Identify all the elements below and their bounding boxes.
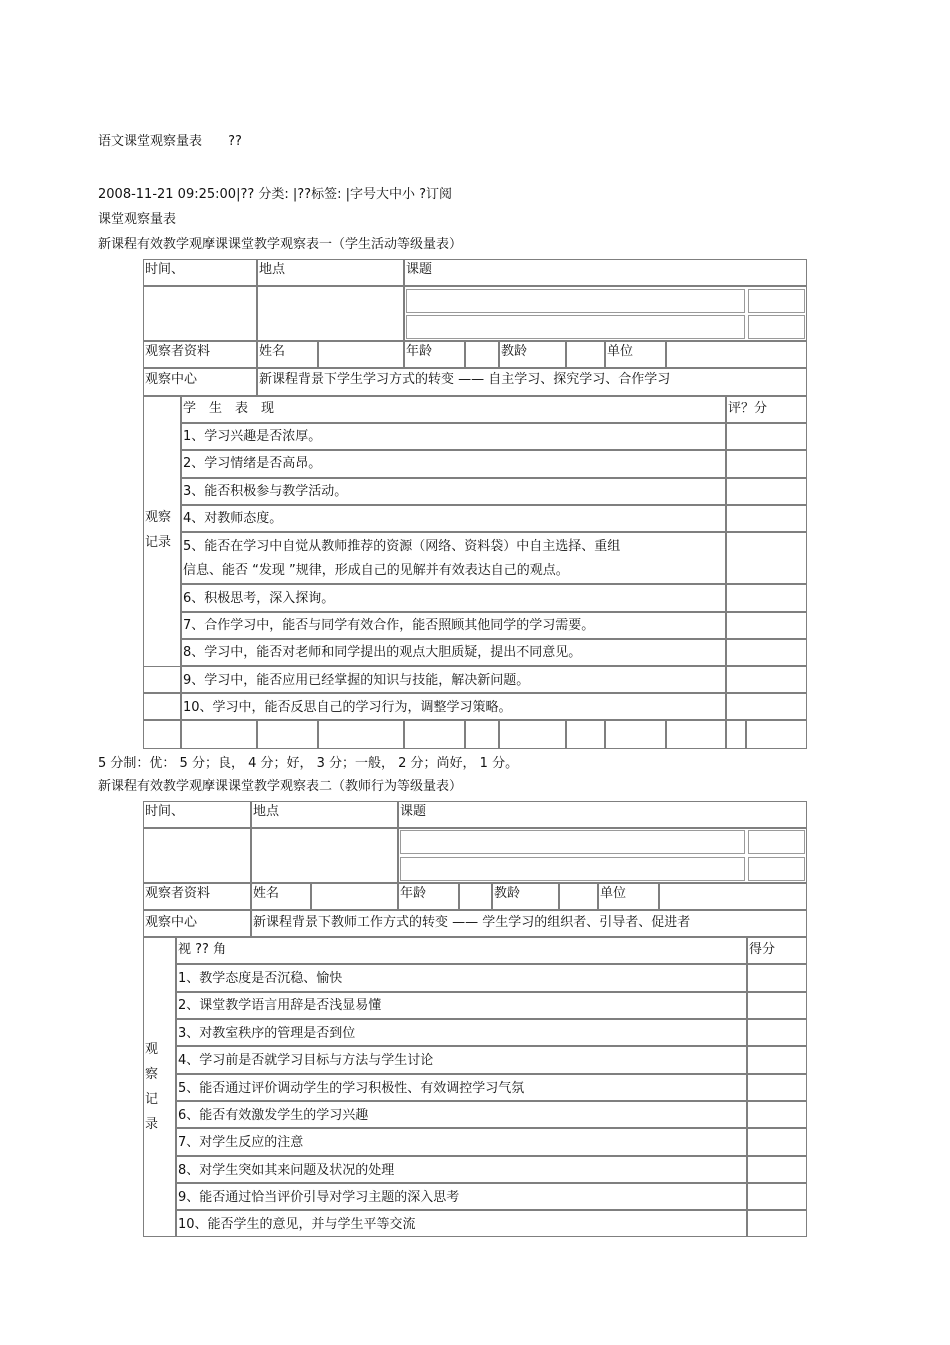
table1-teach-age-cell — [499, 341, 566, 368]
table1-place-value — [257, 286, 404, 341]
table1-name-cell — [257, 341, 318, 368]
table2-item-row — [176, 1156, 747, 1183]
table1-observer-label: 观察者资料 — [145, 344, 211, 359]
table2-item-row — [176, 1128, 747, 1156]
table2-item-text: 1、教学态度是否沉稳、愉快 — [178, 971, 343, 986]
table2-item-row — [176, 992, 747, 1019]
scale-note: 5 分制：优： 5 分；良， 4 分；好， 3 分；一般， 2 分；尚好， 1 分。 — [98, 756, 519, 771]
table2-item-score — [747, 1046, 807, 1074]
table2-teach-age-cell — [492, 883, 559, 910]
table2-item-text: 7、对学生反应的注意 — [178, 1135, 304, 1150]
table2-focus-text: 新课程背景下教师工作方式的转变 —— 学生学习的组织者、引导者、促进者 — [253, 915, 691, 930]
page-title-suffix: ?? — [228, 134, 242, 149]
table1-item-text: 1、学习兴趣是否浓厚。 — [183, 429, 322, 444]
table2-record-char: 观 — [145, 1042, 159, 1057]
table1-topic-field-1b — [748, 289, 805, 313]
table1-footer-cell — [257, 720, 318, 749]
table2-item-text: 5、能否通过评价调动学生的学习积极性、有效调控学习气氛 — [178, 1081, 525, 1096]
table2-item-score — [747, 1074, 807, 1101]
table2-unit-value — [659, 883, 807, 910]
table1-item-row — [181, 505, 726, 532]
table1-footer-cell — [143, 720, 181, 749]
table1-item-text: 8、学习中，能否对老师和同学提出的观点大胆质疑，提出不同意见。 — [183, 645, 582, 660]
table2-unit-cell — [598, 883, 659, 910]
table2-item-score — [747, 1183, 807, 1210]
table1-footer-cell — [181, 720, 257, 749]
table1-item-row — [181, 532, 726, 584]
table2-item-row — [176, 1210, 747, 1237]
table1-item-row — [181, 666, 726, 693]
table2-topic-label: 课题 — [400, 804, 427, 819]
table1-topic-field-1 — [406, 289, 745, 313]
table1-topic-field-2b — [748, 315, 805, 339]
table1-footer-cell — [318, 720, 404, 749]
table2-name-value — [311, 883, 398, 910]
table2-focus-cell — [143, 910, 251, 937]
table1-place-cell — [257, 259, 404, 286]
table1-item-score — [726, 450, 807, 478]
table1-item-row — [181, 423, 726, 450]
table2-time-cell — [143, 801, 251, 828]
table2-score-header-cell — [747, 937, 807, 964]
post-meta-line: 2008-11-21 09:25:00|?? 分类: |??标签: |字号大中小 ?订阅 — [98, 187, 452, 202]
table1-item-score — [726, 423, 807, 450]
table2-item-score — [747, 1101, 807, 1128]
table2-teach-age-label: 教龄 — [494, 886, 521, 901]
table1-item-text: 5、能否在学习中自觉从教师推荐的资源（网络、资料袋）中自主选择、重组 — [183, 539, 621, 554]
table2-item-score — [747, 992, 807, 1019]
table2-record-char: 记 — [145, 1092, 159, 1107]
table1-record-label-1: 观察 — [145, 510, 172, 525]
table2-topic-field-1b — [748, 830, 805, 854]
table2-item-row — [176, 964, 747, 992]
table1-observer-cell — [143, 341, 257, 368]
table1-item-row — [181, 639, 726, 666]
table1-left-blank — [143, 693, 181, 720]
table1-item-row — [181, 693, 726, 720]
table1-topic-cell — [404, 259, 807, 286]
table1-unit-value — [666, 341, 807, 368]
table1-footer-cell — [605, 720, 666, 749]
table1-footer-cell — [465, 720, 499, 749]
table2-place-cell — [251, 801, 398, 828]
table2-time-value — [143, 828, 251, 883]
table2-score-header: 得分 — [749, 942, 776, 957]
table1-item-text: 9、学习中，能否应用已经掌握的知识与技能，解决新问题。 — [183, 673, 530, 688]
table1-record-label-2: 记录 — [145, 535, 172, 550]
table1-time-cell — [143, 259, 257, 286]
table2-observer-label: 观察者资料 — [145, 886, 211, 901]
table1-focus-cell — [143, 368, 257, 396]
table1-item-text: 4、对教师态度。 — [183, 511, 283, 526]
table2-unit-label: 单位 — [600, 886, 627, 901]
table1-item-row — [181, 478, 726, 505]
table2-name-label: 姓名 — [253, 886, 280, 901]
table1-footer-cell — [566, 720, 605, 749]
table2-item-score — [747, 1019, 807, 1046]
table2-teach-age-value — [559, 883, 598, 910]
table2-item-text: 9、能否通过恰当评价引导对学习主题的深入思考 — [178, 1190, 460, 1205]
table1-footer-cell — [746, 720, 807, 749]
table1-age-value — [465, 341, 499, 368]
table1-unit-cell — [605, 341, 666, 368]
table2-place-label: 地点 — [253, 804, 280, 819]
table1-footer-cell — [666, 720, 726, 749]
table1-place-label: 地点 — [259, 262, 286, 277]
table1-item-row — [181, 450, 726, 478]
table2-record-char: 察 — [145, 1067, 159, 1082]
table1-unit-label: 单位 — [607, 344, 634, 359]
table2-item-row — [176, 1019, 747, 1046]
table1-item-text: 3、能否积极参与教学活动。 — [183, 484, 348, 499]
table1-focus-text-cell — [257, 368, 807, 396]
table1-teach-age-label: 教龄 — [501, 344, 528, 359]
table2-item-text: 8、对学生突如其来问题及状况的处理 — [178, 1163, 395, 1178]
table1-focus-text: 新课程背景下学生学习方式的转变 —— 自主学习、探究学习、合作学习 — [259, 372, 671, 387]
table2-item-score — [747, 1128, 807, 1156]
table2-age-value — [459, 883, 492, 910]
table2-item-score — [747, 964, 807, 992]
table2-age-label: 年龄 — [400, 886, 427, 901]
page-title-text: 语文课堂观察量表 — [98, 134, 203, 149]
table1-item-score — [726, 639, 807, 666]
table1-item-text: 6、积极思考，深入探询。 — [183, 591, 335, 606]
table1-teach-age-value — [566, 341, 605, 368]
table1-item-score — [726, 532, 807, 584]
table2-topic-field-2 — [400, 857, 745, 881]
table2-record-label-cell — [143, 937, 176, 1237]
table1-topic-label: 课题 — [406, 262, 433, 277]
table2-item-row — [176, 1183, 747, 1210]
table2-view-header-cell — [176, 937, 747, 964]
table1-age-cell — [404, 341, 465, 368]
table2-item-row — [176, 1101, 747, 1128]
table2-item-text: 3、对教室秩序的管理是否到位 — [178, 1026, 356, 1041]
table1-item-score — [726, 584, 807, 612]
table1-item-score — [726, 505, 807, 532]
table2-topic-field-2b — [748, 857, 805, 881]
table2-item-row — [176, 1074, 747, 1101]
table1-score-header-cell — [726, 396, 807, 423]
table2-name-cell — [251, 883, 311, 910]
table2-item-text: 6、能否有效激发学生的学习兴趣 — [178, 1108, 369, 1123]
table1-left-blank — [143, 666, 181, 693]
table1-focus-label: 观察中心 — [145, 372, 198, 387]
table2-item-score — [747, 1156, 807, 1183]
table1-footer-cell — [499, 720, 566, 749]
table1-footer-cell — [726, 720, 746, 749]
table1-item-text: 10、学习中，能否反思自己的学习行为，调整学习策略。 — [183, 700, 512, 715]
table1-item-score — [726, 612, 807, 639]
table2-item-text: 2、课堂教学语言用辞是否浅显易懂 — [178, 998, 382, 1013]
table2-age-cell — [398, 883, 459, 910]
table2-place-value — [251, 828, 398, 883]
table2-record-char: 录 — [145, 1117, 159, 1132]
table1-item-score — [726, 666, 807, 693]
table1-perf-header-cell — [181, 396, 726, 423]
post-subtitle: 课堂观察量表 — [98, 212, 177, 227]
table1-item-score — [726, 693, 807, 720]
table2-item-text: 4、学习前是否就学习目标与方法与学生讨论 — [178, 1053, 434, 1068]
table1-caption: 新课程有效教学观摩课课堂教学观察表一（学生活动等级量表） — [98, 237, 463, 252]
table1-time-label: 时间、 — [145, 262, 185, 277]
table1-item-text-line2: 信息、能否 “发现 ”规律，形成自己的见解并有效表达自己的观点。 — [183, 563, 569, 578]
table2-time-label: 时间、 — [145, 804, 185, 819]
table1-item-text: 2、学习情绪是否高昂。 — [183, 456, 322, 471]
table1-score-header: 评？分 — [728, 401, 768, 416]
table1-item-score — [726, 478, 807, 505]
table2-topic-cell — [398, 801, 807, 828]
table1-name-value — [318, 341, 404, 368]
table1-perf-header: 学 生 表 现 — [183, 401, 275, 416]
table2-item-score — [747, 1210, 807, 1237]
table2-focus-text-cell — [251, 910, 807, 937]
table2-focus-label: 观察中心 — [145, 915, 198, 930]
table1-item-text: 7、合作学习中，能否与同学有效合作，能否照顾其他同学的学习需要。 — [183, 618, 595, 633]
table2-observer-cell — [143, 883, 251, 910]
table2-topic-field-1 — [400, 830, 745, 854]
table2-item-row — [176, 1046, 747, 1074]
table1-footer-cell — [404, 720, 465, 749]
table1-age-label: 年龄 — [406, 344, 433, 359]
table1-item-row — [181, 612, 726, 639]
table2-view-header: 视 ?? 角 — [178, 942, 227, 957]
table2-item-text: 10、能否学生的意见，并与学生平等交流 — [178, 1217, 416, 1232]
table1-time-value — [143, 286, 257, 341]
table1-name-label: 姓名 — [259, 344, 286, 359]
table2-caption: 新课程有效教学观摩课课堂教学观察表二（教师行为等级量表） — [98, 779, 463, 794]
table1-topic-field-2 — [406, 315, 745, 339]
table1-item-row — [181, 584, 726, 612]
page-title — [98, 134, 242, 150]
